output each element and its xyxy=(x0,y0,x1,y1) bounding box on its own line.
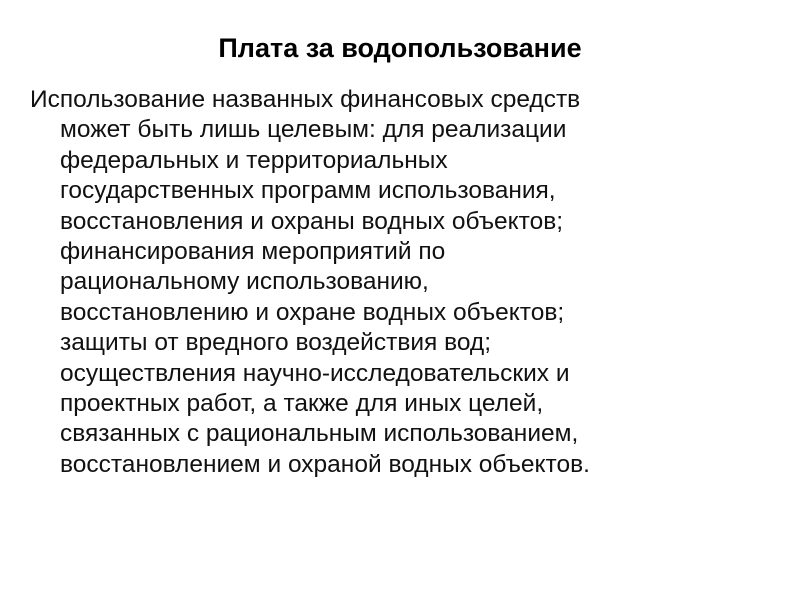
body-line: проектных работ, а также для иных целей, xyxy=(60,389,544,417)
body-line: связанных с рациональным использованием, xyxy=(60,420,579,448)
body-line: государственных программ использования, xyxy=(60,177,556,205)
body-line: восстановления и охраны водных объектов; xyxy=(60,207,564,235)
slide-title: Плата за водопользование xyxy=(218,33,582,63)
body-line: восстановлением и охраной водных объектов. xyxy=(60,450,590,478)
slide-body xyxy=(30,85,780,480)
body-line: может быть лишь целевым: для реализации xyxy=(60,116,567,144)
body-line: осуществления научно-исследовательских и xyxy=(60,359,570,387)
body-line: федеральных и территориальных xyxy=(60,146,448,174)
body-line: Использование названных финансовых средств xyxy=(30,86,581,113)
body-line: защиты от вредного воздействия вод; xyxy=(60,329,492,357)
body-line: финансирования мероприятий по xyxy=(60,237,446,265)
body-line: рациональному использованию, xyxy=(60,268,429,296)
body-line: восстановлению и охране водных объектов; xyxy=(60,298,565,326)
